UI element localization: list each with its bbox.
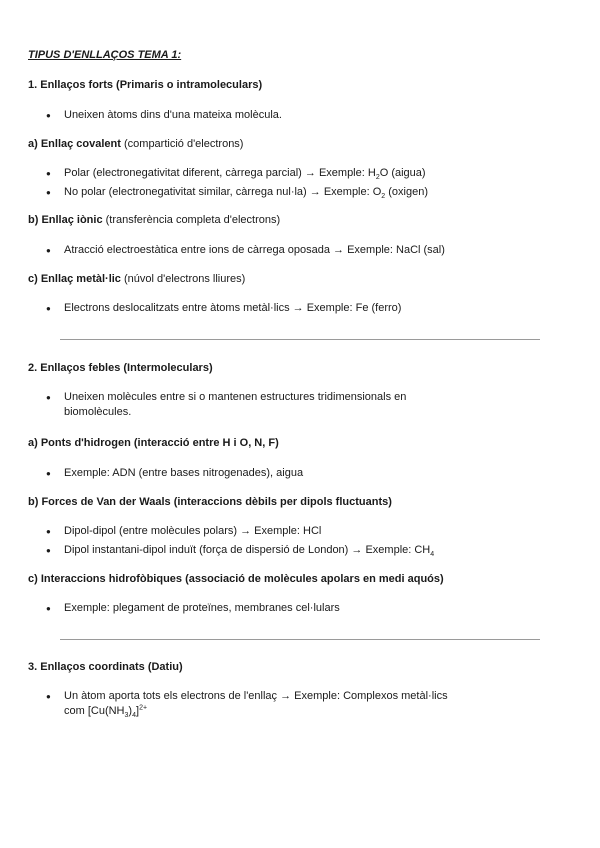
- ionic-desc: (transferència completa d'electrons): [102, 214, 281, 226]
- polar-text: Polar (electronegativitat diferent, càrrega parcial) → Exemple: H: [64, 167, 376, 179]
- covalent-desc: (compartició d'electrons): [120, 138, 244, 150]
- ionic-title: b) Enllaç iònic: [28, 214, 103, 226]
- covalent-title: a) Enllaç covalent: [28, 138, 121, 150]
- superscript: 2+: [139, 704, 148, 712]
- document-title: TIPUS D'ENLLAÇOS TEMA 1:: [28, 49, 182, 61]
- horizontal-divider: [60, 339, 540, 340]
- london-text: Dipol instantani-dipol induït (força de dispersió de London) → Exemple: CH: [64, 544, 431, 556]
- metallic-desc: (núvol d'electrons lliures): [120, 273, 246, 285]
- section-1-list: [28, 108, 468, 127]
- ionic-list: [28, 243, 468, 262]
- vanderwaals-list: [28, 524, 468, 562]
- hydrophobic-heading: c) Interaccions hidrofòbiques (associació de molècules apolars en medi aquós): [28, 573, 444, 585]
- nonpolar-text-end: (oxigen): [385, 186, 428, 198]
- horizontal-divider: [60, 639, 540, 640]
- subscript: 2: [381, 193, 386, 201]
- subscript: 4: [132, 712, 136, 720]
- metallic-list: [28, 301, 468, 320]
- bracket: ]: [136, 705, 140, 717]
- ionic-heading: [28, 213, 280, 228]
- covalent-heading: [28, 137, 243, 152]
- list-item: [28, 543, 468, 558]
- nonpolar-text: No polar (electronegativitat similar, càrrega nul·la) → Exemple: O: [64, 186, 382, 198]
- metallic-title: c) Enllaç metàl·lic: [28, 273, 121, 285]
- subscript: 4: [430, 551, 435, 559]
- list-item: ● Atracció electroestàtica entre ions de càrrega oposada → Exemple: NaCl (sal): [28, 243, 468, 258]
- paren: ): [128, 705, 133, 717]
- list-item: ● Exemple: ADN (entre bases nitrogenades), aigua: [28, 466, 468, 481]
- section-1-heading: 1. Enllaços forts (Primaris o intramoleculars): [28, 79, 263, 91]
- coordinate-list: [28, 689, 468, 723]
- list-item: ● Exemple: plegament de proteïnes, membranes cel·lulars: [28, 601, 468, 616]
- section-2-list: [28, 390, 468, 424]
- list-item: ● Electrons deslocalitzats entre àtoms metàl·lics → Exemple: Fe (ferro): [28, 301, 468, 316]
- list-item: ● Uneixen àtoms dins d'una mateixa molècula.: [28, 108, 468, 123]
- list-item: [28, 185, 468, 200]
- subscript: 3: [124, 712, 129, 720]
- metallic-heading: [28, 272, 245, 287]
- section-3-heading: 3. Enllaços coordinats (Datiu): [28, 661, 183, 673]
- hydrophobic-list: [28, 601, 468, 620]
- coordinate-text: Un àtom aporta tots els electrons de l'enllaç → Exemple: Complexos metàl·lics com [Cu(NH: [64, 690, 448, 717]
- list-item: ● Dipol-dipol (entre molècules polars) → Exemple: HCl: [28, 524, 468, 539]
- hbond-heading: a) Ponts d'hidrogen (interacció entre H i O, N, F): [28, 437, 279, 449]
- vanderwaals-heading: b) Forces de Van der Waals (interaccions dèbils per dipols fluctuants): [28, 496, 392, 508]
- subscript: 2: [375, 174, 380, 182]
- section-2-heading: 2. Enllaços febles (Intermoleculars): [28, 362, 213, 374]
- list-item: [28, 166, 468, 181]
- list-item: ● Uneixen molècules entre si o mantenen estructures tridimensionals en biomolècules.: [28, 390, 468, 420]
- polar-text-end: O (aigua): [379, 167, 426, 179]
- list-item: [28, 689, 468, 719]
- covalent-list: [28, 166, 468, 204]
- hbond-list: [28, 466, 468, 485]
